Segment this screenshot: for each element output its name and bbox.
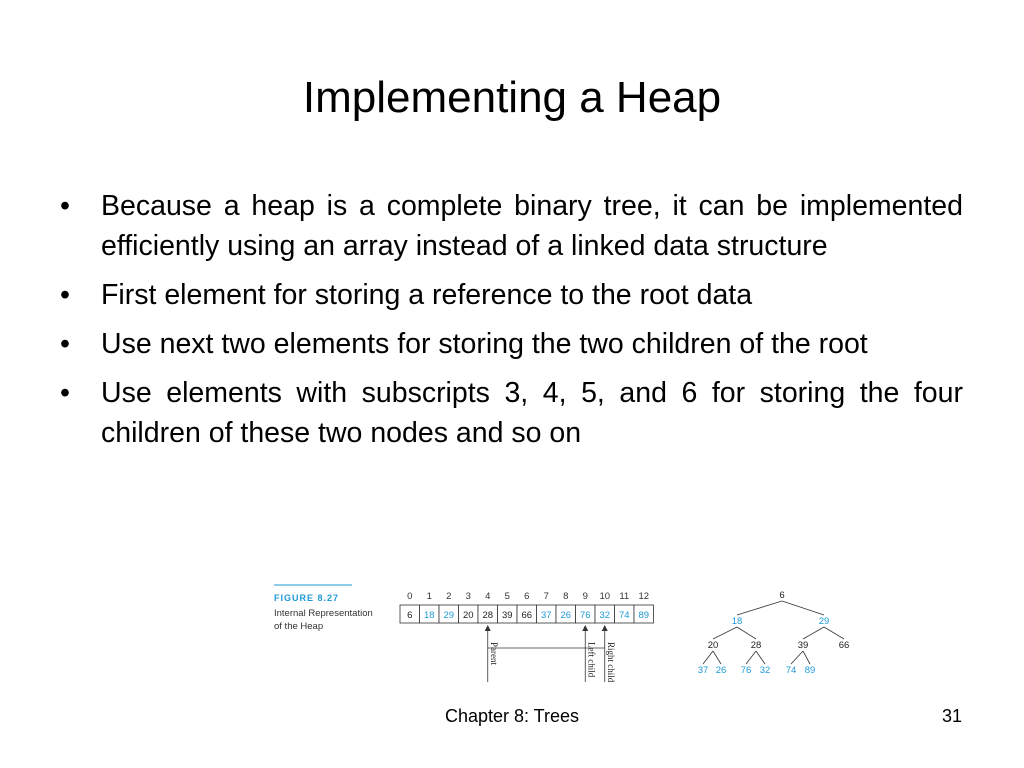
tree-node: 6: [779, 590, 785, 601]
pointer-label: Left child: [586, 642, 597, 678]
tree-edge: [782, 601, 824, 615]
tree-edge: [803, 627, 824, 639]
footer-chapter: Chapter 8: Trees: [444, 706, 580, 726]
array-value: 20: [462, 610, 474, 621]
tree-edge: [703, 651, 713, 664]
array-value: 89: [638, 610, 650, 621]
tree-node: 37: [697, 665, 709, 676]
tree-node: 28: [750, 640, 762, 651]
figure-caption-line1: Internal Representation: [274, 608, 373, 619]
bullet-item: [60, 275, 963, 315]
array-pointers: [485, 625, 616, 683]
bullet-list: [60, 186, 963, 462]
pointer-arrow-icon: [602, 625, 608, 631]
bullet-dot-icon: •: [60, 279, 70, 311]
array-index: 7: [543, 591, 549, 602]
tree-edge: [824, 627, 844, 639]
bullet-item: [60, 324, 963, 364]
array-value: 76: [579, 610, 591, 621]
tree-node: 32: [759, 665, 771, 676]
tree-edge: [737, 601, 782, 615]
bullet-dot-icon: •: [60, 328, 70, 360]
array-index: 0: [407, 591, 413, 602]
tree-edge: [713, 627, 737, 639]
heap-array: [400, 591, 654, 623]
pointer-arrow-icon: [582, 625, 588, 631]
array-index: 12: [638, 591, 650, 602]
tree-edge: [756, 651, 765, 664]
array-index: 8: [563, 591, 569, 602]
array-value: 74: [618, 610, 630, 621]
array-index: 6: [524, 591, 530, 602]
array-value: 39: [501, 610, 513, 621]
array-index: 9: [582, 591, 588, 602]
tree-node: 29: [818, 616, 830, 627]
pointer-label: Parent: [488, 642, 499, 665]
tree-node: 20: [707, 640, 719, 651]
bullet-text: Use next two elements for storing the two children of the root: [101, 328, 868, 360]
tree-node: 18: [731, 616, 743, 627]
page-number: 31: [941, 706, 962, 726]
pointer-label: Right child: [605, 642, 616, 683]
array-value: 28: [482, 610, 494, 621]
array-index: 3: [465, 591, 471, 602]
figure-caption-line2: of the Heap: [274, 621, 324, 632]
bullet-dot-icon: •: [60, 377, 70, 409]
heap-figure: [274, 582, 874, 692]
tree-edge: [803, 651, 810, 664]
array-value: 32: [599, 610, 611, 621]
tree-edge: [737, 627, 756, 639]
array-index: 11: [619, 591, 630, 602]
slide-title: Implementing a Heap: [302, 73, 722, 122]
array-value: 18: [423, 610, 435, 621]
array-value: 6: [407, 610, 413, 621]
array-index: 1: [426, 591, 432, 602]
tree-node: 39: [797, 640, 809, 651]
figure-label: FIGURE 8.27: [274, 593, 340, 603]
heap-tree: [698, 590, 850, 676]
bullet-text: Use elements with subscripts 3, 4, 5, and 6 for storing the four children of these two nodes and so on: [101, 377, 963, 449]
array-value: 66: [521, 610, 533, 621]
tree-node: 66: [838, 640, 850, 651]
bullet-text: Because a heap is a complete binary tree, it can be implemented efficiently using an array instead of a linked data structure: [101, 190, 963, 262]
tree-node: 89: [804, 665, 816, 676]
tree-edge: [713, 651, 721, 664]
array-index: 10: [599, 591, 611, 602]
tree-node: 74: [785, 665, 797, 676]
tree-node: 26: [715, 665, 727, 676]
array-value: 37: [540, 610, 552, 621]
pointer-arrow-icon: [485, 625, 491, 631]
array-value: 26: [560, 610, 572, 621]
bullet-item: [60, 373, 963, 453]
bullet-item: [60, 186, 963, 266]
array-index: 5: [504, 591, 510, 602]
tree-node: 76: [740, 665, 752, 676]
array-value: 29: [443, 610, 455, 621]
tree-edge: [746, 651, 756, 664]
array-index: 2: [446, 591, 452, 602]
tree-edge: [791, 651, 803, 664]
bullet-dot-icon: •: [60, 190, 70, 222]
array-index: 4: [485, 591, 491, 602]
bullet-text: First element for storing a reference to the root data: [101, 279, 753, 311]
